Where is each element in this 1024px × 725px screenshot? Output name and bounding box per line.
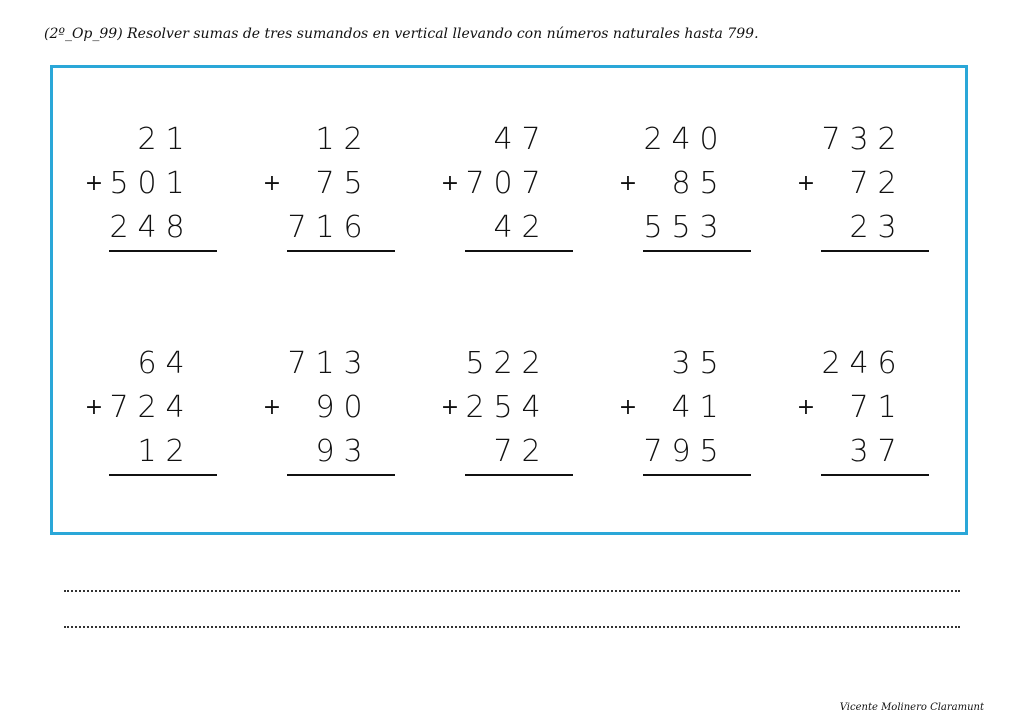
digit-cells bbox=[639, 386, 723, 430]
addend-row-b bbox=[439, 162, 609, 206]
digit: 7 bbox=[287, 346, 307, 381]
sum-underline bbox=[287, 250, 395, 252]
sum-underline bbox=[643, 474, 751, 476]
digit-cells bbox=[283, 162, 367, 206]
digit: 3 bbox=[343, 346, 363, 381]
digit: 2 bbox=[877, 166, 897, 201]
digit bbox=[817, 430, 845, 474]
digit: 1 bbox=[315, 210, 335, 245]
addend-row-b bbox=[261, 162, 431, 206]
digit: 7 bbox=[821, 122, 841, 157]
digit: 2 bbox=[521, 434, 541, 469]
digit: 5 bbox=[109, 166, 129, 201]
digit-cells bbox=[461, 342, 545, 386]
digit-cells bbox=[283, 430, 367, 474]
sum-underline bbox=[109, 474, 217, 476]
addend-row-b bbox=[83, 386, 253, 430]
plus-sign: + bbox=[618, 395, 638, 420]
addend-row-c bbox=[617, 430, 787, 474]
digit: 0 bbox=[137, 166, 157, 201]
addend-row-a bbox=[83, 118, 253, 162]
digit bbox=[461, 206, 489, 250]
digit: 8 bbox=[671, 166, 691, 201]
digit: 2 bbox=[493, 346, 513, 381]
digit: 4 bbox=[137, 210, 157, 245]
digit bbox=[639, 342, 667, 386]
addend-row-b bbox=[795, 386, 965, 430]
digit bbox=[283, 386, 311, 430]
digit-cells bbox=[105, 430, 189, 474]
sum-underline bbox=[109, 250, 217, 252]
digit: 3 bbox=[671, 346, 691, 381]
plus-sign: + bbox=[262, 171, 282, 196]
digit: 2 bbox=[137, 122, 157, 157]
digit-cells bbox=[283, 386, 367, 430]
sum-underline bbox=[287, 474, 395, 476]
digit-cells bbox=[105, 162, 189, 206]
digit: 7 bbox=[109, 390, 129, 425]
digit bbox=[283, 162, 311, 206]
digit-cells bbox=[817, 118, 901, 162]
digit bbox=[105, 430, 133, 474]
digit: 1 bbox=[165, 122, 185, 157]
problems-grid bbox=[83, 118, 973, 514]
digit: 5 bbox=[343, 166, 363, 201]
digit bbox=[283, 118, 311, 162]
digit: 1 bbox=[165, 166, 185, 201]
addition-problem bbox=[83, 118, 261, 290]
digit: 9 bbox=[315, 390, 335, 425]
digit bbox=[817, 162, 845, 206]
digit: 3 bbox=[849, 122, 869, 157]
addition-problem bbox=[261, 118, 439, 290]
digit: 0 bbox=[699, 122, 719, 157]
digit: 7 bbox=[287, 210, 307, 245]
addend-row-b bbox=[439, 386, 609, 430]
digit-cells bbox=[817, 162, 901, 206]
digit: 1 bbox=[315, 346, 335, 381]
digit: 1 bbox=[315, 122, 335, 157]
plus-sign: + bbox=[440, 395, 460, 420]
digit: 5 bbox=[465, 346, 485, 381]
digit bbox=[817, 206, 845, 250]
addend-row-c bbox=[261, 430, 431, 474]
digit-cells bbox=[105, 118, 189, 162]
plus-sign: + bbox=[796, 395, 816, 420]
digit: 5 bbox=[671, 210, 691, 245]
digit: 4 bbox=[671, 390, 691, 425]
addend-row-a bbox=[439, 118, 609, 162]
addend-row-a bbox=[83, 342, 253, 386]
digit: 6 bbox=[137, 346, 157, 381]
digit: 5 bbox=[643, 210, 663, 245]
digit: 4 bbox=[521, 390, 541, 425]
digit-cells bbox=[817, 386, 901, 430]
digit: 2 bbox=[643, 122, 663, 157]
digit bbox=[105, 118, 133, 162]
digit: 0 bbox=[343, 390, 363, 425]
digit: 2 bbox=[165, 434, 185, 469]
digit-cells bbox=[105, 342, 189, 386]
digit: 7 bbox=[465, 166, 485, 201]
digit: 3 bbox=[699, 210, 719, 245]
addend-row-a bbox=[617, 342, 787, 386]
digit-cells bbox=[461, 162, 545, 206]
digit: 2 bbox=[877, 122, 897, 157]
answer-line-1 bbox=[64, 590, 960, 592]
addend-row-c bbox=[83, 430, 253, 474]
digit-cells bbox=[639, 430, 723, 474]
addend-row-a bbox=[261, 342, 431, 386]
addend-row-c bbox=[795, 430, 965, 474]
addend-row-a bbox=[439, 342, 609, 386]
digit-cells bbox=[461, 430, 545, 474]
addend-row-c bbox=[795, 206, 965, 250]
digit: 4 bbox=[849, 346, 869, 381]
digit: 6 bbox=[343, 210, 363, 245]
digit: 7 bbox=[315, 166, 335, 201]
addend-row-a bbox=[261, 118, 431, 162]
digit: 2 bbox=[109, 210, 129, 245]
digit: 2 bbox=[465, 390, 485, 425]
addition-problem bbox=[617, 118, 795, 290]
addend-row-b bbox=[795, 162, 965, 206]
digit: 4 bbox=[165, 390, 185, 425]
digit-cells bbox=[105, 206, 189, 250]
digit: 9 bbox=[671, 434, 691, 469]
plus-sign: + bbox=[262, 395, 282, 420]
addition-problem bbox=[83, 342, 261, 514]
sum-underline bbox=[821, 250, 929, 252]
digit: 4 bbox=[493, 210, 513, 245]
addition-problem bbox=[439, 118, 617, 290]
digit: 6 bbox=[877, 346, 897, 381]
plus-sign: + bbox=[796, 171, 816, 196]
digit-cells bbox=[283, 206, 367, 250]
digit: 2 bbox=[849, 210, 869, 245]
digit: 1 bbox=[877, 390, 897, 425]
addition-problem bbox=[439, 342, 617, 514]
digit: 7 bbox=[849, 390, 869, 425]
addend-row-b bbox=[617, 386, 787, 430]
plus-sign: + bbox=[84, 395, 104, 420]
addend-row-b bbox=[83, 162, 253, 206]
digit-cells bbox=[639, 162, 723, 206]
digit-cells bbox=[817, 430, 901, 474]
digit: 7 bbox=[643, 434, 663, 469]
digit-cells bbox=[461, 206, 545, 250]
digit: 2 bbox=[521, 210, 541, 245]
digit: 4 bbox=[671, 122, 691, 157]
sum-underline bbox=[465, 474, 573, 476]
plus-sign: + bbox=[440, 171, 460, 196]
digit bbox=[639, 162, 667, 206]
digit bbox=[283, 430, 311, 474]
digit: 7 bbox=[877, 434, 897, 469]
addition-problem bbox=[795, 118, 973, 290]
addend-row-a bbox=[617, 118, 787, 162]
digit-cells bbox=[105, 386, 189, 430]
addition-problem bbox=[795, 342, 973, 514]
plus-sign: + bbox=[84, 171, 104, 196]
sum-underline bbox=[465, 250, 573, 252]
digit: 5 bbox=[699, 166, 719, 201]
digit-cells bbox=[639, 342, 723, 386]
digit: 1 bbox=[699, 390, 719, 425]
addend-row-c bbox=[261, 206, 431, 250]
digit: 0 bbox=[493, 166, 513, 201]
author-credit: Vicente Molinero Claramunt bbox=[839, 702, 984, 713]
addend-row-a bbox=[795, 342, 965, 386]
digit: 9 bbox=[315, 434, 335, 469]
exercise-frame bbox=[50, 65, 968, 535]
digit: 5 bbox=[493, 390, 513, 425]
digit: 3 bbox=[343, 434, 363, 469]
sum-underline bbox=[643, 250, 751, 252]
digit: 8 bbox=[165, 210, 185, 245]
digit: 2 bbox=[821, 346, 841, 381]
addend-row-c bbox=[439, 430, 609, 474]
digit: 5 bbox=[699, 434, 719, 469]
addend-row-c bbox=[83, 206, 253, 250]
addend-row-a bbox=[795, 118, 965, 162]
addend-row-b bbox=[617, 162, 787, 206]
digit: 3 bbox=[877, 210, 897, 245]
digit-cells bbox=[461, 386, 545, 430]
digit bbox=[461, 118, 489, 162]
digit: 7 bbox=[521, 122, 541, 157]
answer-line-2 bbox=[64, 626, 960, 628]
addend-row-b bbox=[261, 386, 431, 430]
digit-cells bbox=[817, 206, 901, 250]
digit: 2 bbox=[343, 122, 363, 157]
digit bbox=[105, 342, 133, 386]
digit bbox=[639, 386, 667, 430]
digit: 7 bbox=[521, 166, 541, 201]
digit-cells bbox=[817, 342, 901, 386]
digit: 1 bbox=[137, 434, 157, 469]
addend-row-c bbox=[617, 206, 787, 250]
digit: 7 bbox=[849, 166, 869, 201]
digit bbox=[461, 430, 489, 474]
worksheet-title: (2º_Op_99) Resolver sumas de tres sumandos en vertical llevando con números naturales hasta 799. bbox=[44, 26, 759, 42]
digit: 4 bbox=[493, 122, 513, 157]
digit: 4 bbox=[165, 346, 185, 381]
digit-cells bbox=[283, 342, 367, 386]
digit: 5 bbox=[699, 346, 719, 381]
sum-underline bbox=[821, 474, 929, 476]
addition-problem bbox=[261, 342, 439, 514]
digit-cells bbox=[639, 206, 723, 250]
digit: 7 bbox=[493, 434, 513, 469]
digit-cells bbox=[639, 118, 723, 162]
addition-problem bbox=[617, 342, 795, 514]
digit-cells bbox=[461, 118, 545, 162]
digit bbox=[817, 386, 845, 430]
addend-row-c bbox=[439, 206, 609, 250]
digit: 2 bbox=[521, 346, 541, 381]
digit: 3 bbox=[849, 434, 869, 469]
plus-sign: + bbox=[618, 171, 638, 196]
digit: 2 bbox=[137, 390, 157, 425]
digit-cells bbox=[283, 118, 367, 162]
